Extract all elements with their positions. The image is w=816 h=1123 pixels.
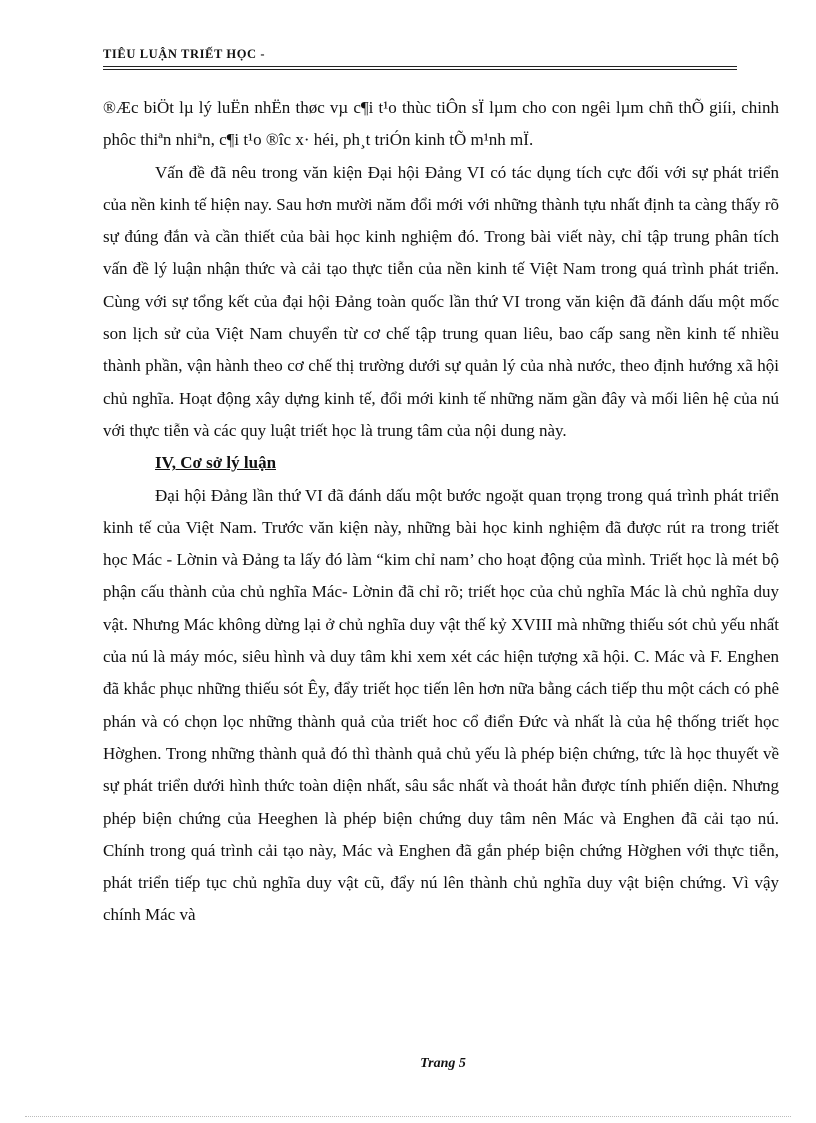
body-paragraph-1: Vấn đề đã nêu trong văn kiện Đại hội Đảng VI có tác dụng tích cực đối với sự phát triển của nền kinh tế hiện nay. Sau hơn mười năm đổi mới với những thành tựu nhất định ta càng thấy rõ sự đúng đắn và cần thiết của bài học kinh nghiệm đó. Trong bài viết này, chỉ tập trung phân tích vấn đề lý luận nhận thức và cải tạo thực tiễn của nền kinh tế Việt Nam trong quá trình phát triển. Cùng với sự tổng kết của đại hội Đảng toàn quốc lần thứ VI trong văn kiện đã đánh dấu một mốc son lịch sử của Việt Nam chuyển từ cơ chế tập trung quan liêu, bao cấp sang nền kinh tế nhiều thành phần, vận hành theo cơ chế thị trường dưới sự quản lý của nhà nước, theo định hướng xã hội chủ nghĩa. Hoạt động xây dựng kinh tế, đổi mới kinh tế những năm gần đây và mối liên hệ của nú với thực tiễn và các quy luật triết học là trung tâm của nội dung này. (103, 162, 779, 440)
page-bottom-edge (25, 1116, 791, 1117)
page-number-footer: Trang 5 (420, 1056, 466, 1071)
body-paragraph-2: Đại hội Đảng lần thứ VI đã đánh dấu một bước ngoặt quan trọng trong quá trình phát triển kinh tế của Việt Nam. Trước văn kiện này, những bài học kinh nghiệm đã được rút ra trong triết học Mác - Lờnin và Đảng ta lấy đó làm “kim chỉ nam’ cho hoạt động của mình. Triết học là mét bộ phận cấu thành của chủ nghĩa Mác- Lờnin đã chỉ rõ; triết học của chủ nghĩa Mác là chủ nghĩa duy vật. Nhưng Mác không dừng lại ở chủ nghĩa duy vật thế kỷ XVIII mà những thiếu sót chủ yếu nhất của nú là máy móc, siêu hình và duy tâm khi xem xét các hiện tượng xã hội. C. Mác và F. Enghen đã khắc phục những thiếu sót Êy, đẩy triết học tiến lên hơn nữa bằng cách tiếp thu một cách có phê phán và có chọn lọc những thành quả của triết hoc cổ điển Đức và nhất là của hệ thống triết học Hờghen. Trong những thành quả đó thì thành quả chủ yếu là phép biện chứng, tức là học thuyết về sự phát triển dưới hình thức toàn diện nhất, sâu sắc nhất và thoát hẳn được tính phiến diện. Nhưng phép biện chứng của Heeghen là phép biện chứng duy tâm nên Mác và Enghen đã cải tạo nú. Chính trong quá trình cải tạo này, Mác và Enghen đã gắn phép biện chứng Hờghen với thực tiễn, phát triển tiếp tục chủ nghĩa duy vật cũ, đẩy nú lên thành chủ nghĩa duy vật biện chứng. Vì vậy chính Mác và (103, 485, 779, 925)
section-heading (103, 447, 779, 479)
document-header-title: TIÊU LUẬN TRIẾT HỌC - (103, 47, 266, 61)
opening-fragment-paragraph: ®Æc biÖt lµ lý luËn nhËn thøc vµ c¶i t¹o thùc tiÔn sÏ lµm cho con ngêi lµm chñ thÕ giíi, chinh phôc thiªn nhiªn, c¶i t¹o ®îc x· héi, ph¸t triÓn kinh tÕ m¹nh mÏ. (103, 98, 779, 150)
header-rule-secondary (103, 69, 737, 70)
header-rule (103, 66, 737, 67)
section-heading-text: IV, Cơ sở lý luận (155, 453, 277, 473)
document-body (103, 92, 779, 932)
